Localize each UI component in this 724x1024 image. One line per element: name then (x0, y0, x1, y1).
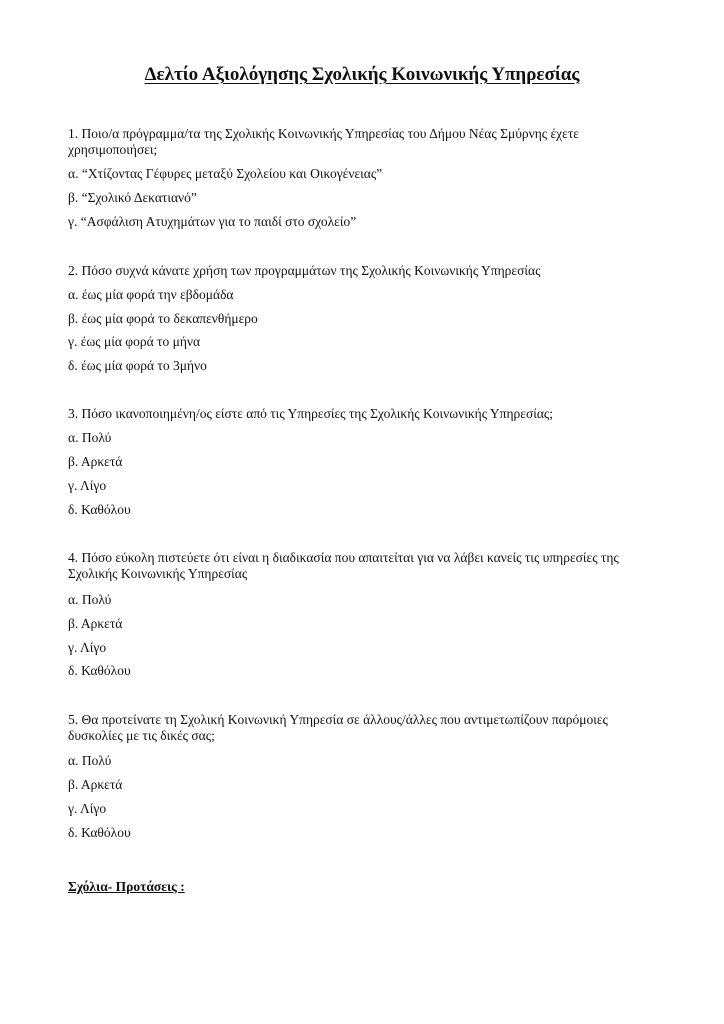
question-1-option-c: γ. “Ασφάλιση Ατυχημάτων για το παιδί στο σχολείο” (68, 214, 357, 229)
question-5-option-a: α. Πολύ (68, 753, 112, 768)
question-5-option-d: δ. Καθόλου (68, 825, 131, 840)
question-1-text: 1. Ποιο/α πρόγραμμα/τα της Σχολικής Κοινωνικής Υπηρεσίας του Δήμου Νέας Σμύρνης έχετε χρησιμοποιήσει; (68, 126, 579, 157)
question-2-text: 2. Πόσο συχνά κάνατε χρήση των προγραμμάτων της Σχολικής Κοινωνικής Υπηρεσίας (68, 263, 541, 278)
question-3-text: 3. Πόσο ικανοποιημένη/ος είστε από τις Υπηρεσίες της Σχολικής Κοινωνικής Υπηρεσίας; (68, 406, 554, 421)
question-4-text: 4. Πόσο εύκολη πιστεύετε ότι είναι η διαδικασία που απαιτείται για να λάβει κανείς τις υπηρεσίες της Σχολικής Κοινωνικής Υπηρεσίας (68, 550, 619, 581)
question-3-option-d: δ. Καθόλου (68, 502, 131, 517)
question-4-option-b: β. Αρκετά (68, 616, 123, 631)
comments-label: Σχόλια- Προτάσεις : (68, 879, 185, 894)
question-3-option-c: γ. Λίγο (68, 478, 107, 493)
question-2-option-a: α. έως μία φορά την εβδομάδα (68, 287, 234, 302)
question-3-option-b: β. Αρκετά (68, 454, 123, 469)
question-5-option-c: γ. Λίγο (68, 801, 107, 816)
question-2-option-c: γ. έως μία φορά το μήνα (68, 334, 201, 349)
question-3-option-a: α. Πολύ (68, 430, 112, 445)
question-5-option-b: β. Αρκετά (68, 777, 123, 792)
question-2-option-b: β. έως μία φορά το δεκαπενθήμερο (68, 311, 258, 326)
question-2-option-d: δ. έως μία φορά το 3μήνο (68, 358, 207, 373)
question-5-text: 5. Θα προτείνατε τη Σχολική Κοινωνική Υπηρεσία σε άλλους/άλλες που αντιμετωπίζουν παρόμοιες δυσκολίες με τις δικές σας; (68, 712, 608, 743)
document-title: Δελτίο Αξιολόγησης Σχολικής Κοινωνικής Υπηρεσίας (144, 64, 580, 85)
question-4-option-d: δ. Καθόλου (68, 663, 131, 678)
question-1-option-b: β. “Σχολικό Δεκατιανό” (68, 190, 197, 205)
question-4-option-c: γ. Λίγο (68, 640, 107, 655)
question-1-option-a: α. “Χτίζοντας Γέφυρες μεταξύ Σχολείου και Οικογένειας” (68, 166, 383, 181)
question-4-option-a: α. Πολύ (68, 592, 112, 607)
